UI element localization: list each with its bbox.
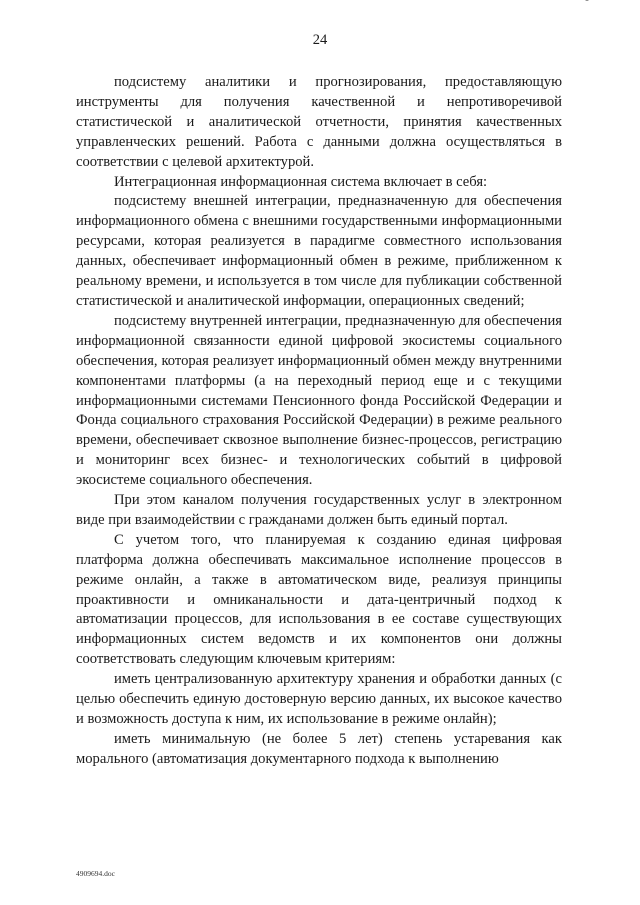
scan-mark <box>585 0 589 1</box>
document-body <box>76 73 562 770</box>
paragraph: С учетом того, что планируемая к созданию единая цифровая платформа должна обеспечивать максимальное исполнение процессов в режиме онлайн, а также в автоматическом виде, реализуя принципы проактивности и омниканальности и дата-центричный подход к автоматизации процессов, для использования в ее составе существующих информационных систем ведомств и их компонентов они должны соответствовать следующим ключевым критериям: <box>76 531 562 668</box>
paragraph: подсистему внешней интеграции, предназначенную для обеспечения информационного обмена с внешними государственными информационными ресурсами, которая реализуется в парадигме совместного использования данных, обеспечивает информационный обмен в режиме, приближенном к реальному времени, и используется в том числе для публикации собственной статистической и аналитической информации, операционных сведений; <box>76 193 562 309</box>
footer-file-label: 4909694.doc <box>76 869 115 878</box>
paragraph: При этом каналом получения государственных услуг в электронном виде при взаимодействии с гражданами должен быть единый портал. <box>76 492 562 528</box>
paragraph: иметь минимальную (не более 5 лет) степень устаревания как морального (автоматизация документарного подхода к выполнению <box>76 730 562 767</box>
paragraph: иметь централизованную архитектуру хранения и обработки данных (с целью обеспечить единую достоверную версию данных, их высокое качество и возможность доступа к ним, их использование в режиме онлайн); <box>76 671 562 727</box>
paragraph: подсистему аналитики и прогнозирования, предоставляющую инструменты для получения качественной и непротиворечивой статистической и аналитической отчетности, принятия качественных управленческих решений. Работа с данными должна осуществляться в соответствии с целевой архитектурой. <box>76 74 562 170</box>
page-number: 24 <box>312 32 328 48</box>
paragraph: Интеграционная информационная система включает в себя: <box>114 173 488 190</box>
paragraph: подсистему внутренней интеграции, предназначенную для обеспечения информационной связанности единой цифровой экосистемы социального обеспечения, которая реализует информационный обмен между внутренними компонентами платформы (а на переходный период еще и с текущими информационными системами Пенсионного фонда Российской Федерации и Фонда социального страхования Российской Федерации) в режиме реального времени, обеспечивает сквозное выполнение бизнес-процессов, регистрацию и мониторинг всех бизнес- и технологических событий в цифровой экосистеме социального обеспечения. <box>76 312 562 489</box>
